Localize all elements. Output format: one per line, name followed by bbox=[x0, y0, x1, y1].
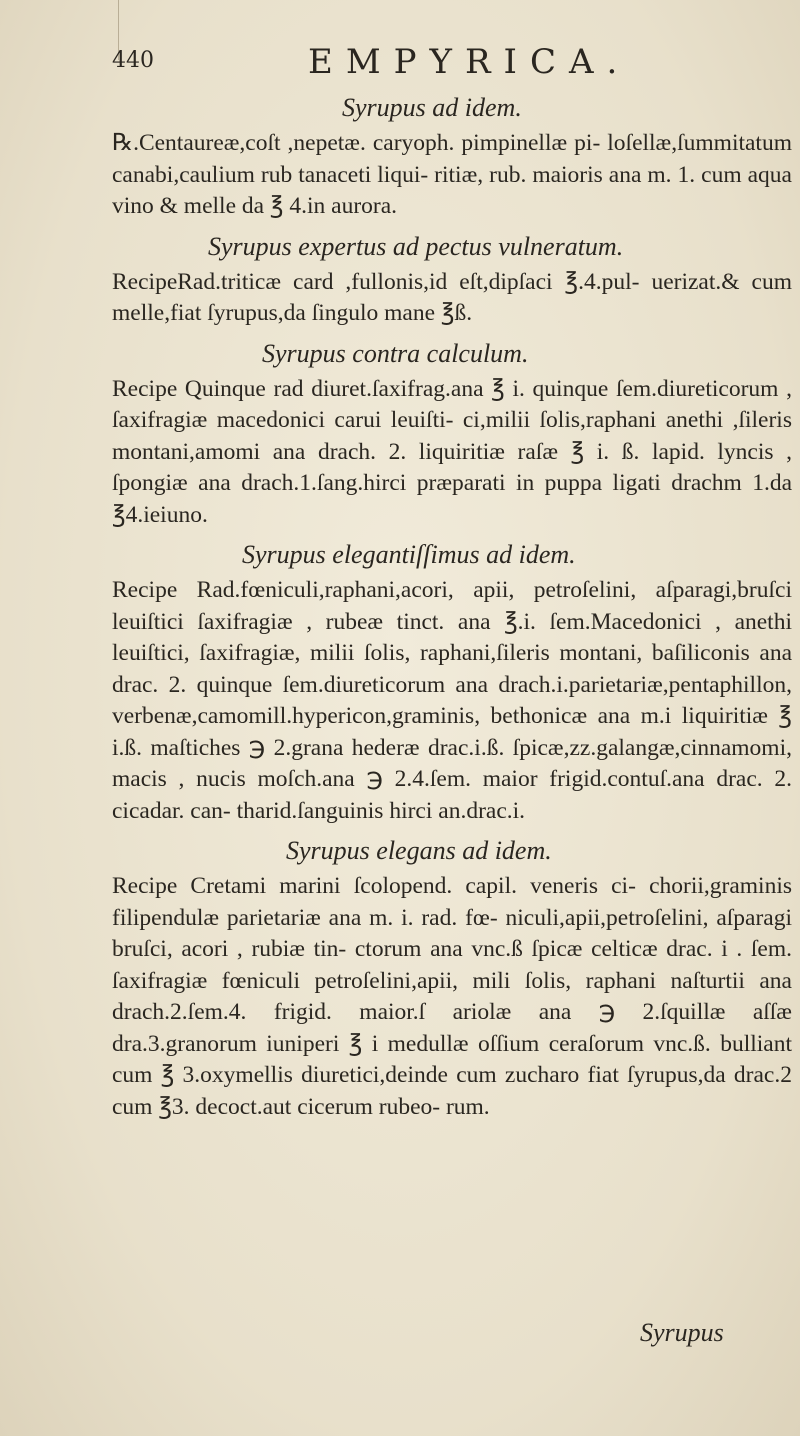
section-text: Recipe Cretami marini ſcolopend. capil. veneris ci- chorii,graminis filipendulæ parietariæ ana m. i. rad. fœ- niculi,apii,petroſelini, aſparagi bruſci, acori , rubiæ tin- ctorum ana vnc.ß ſpicæ celticæ drac. i . ſem. ſaxifragiæ fœniculi petroſelini,apii, mili ſolis, raphani naſturtii ana drach.2.ſem.4. frigid. maior.ſ ariolæ ana ℈ 2.ſquillæ aſſæ dra.3.granorum iuniperi ℥ i medullæ oſſium ceraſorum vnc.ß. bulliant cum ℥ 3.oxymellis diuretici,deinde cum zucharo fiat ſyrupus,da drac.2 cum ℥3. decoct.aut cicerum rubeo- rum. bbox=[112, 873, 792, 1120]
running-title: EMPYRICA. bbox=[308, 42, 631, 82]
page-number: 440 bbox=[112, 48, 154, 73]
section-heading: Syrupus expertus ad pectus vulneratum. bbox=[208, 231, 624, 261]
section-heading: Syrupus elegantiſſimus ad idem. bbox=[242, 540, 576, 569]
section-heading: Syrupus contra calculum. bbox=[262, 338, 529, 368]
page-header bbox=[112, 42, 672, 92]
section-text: Recipe Rad.fœniculi,raphani,acori, apii, petroſelini, aſparagi,bruſci leuiſtici ſaxifragiæ , rubeæ tinct. ana ℥.i. ſem.Macedonici , anethi leuiſtici, ſaxifragiæ, milii ſolis, raphani,ſileris montani, baſiliconis ana drac. 2. quinque ſem.diureticorum ana drach.i.parietariæ,pentaphillon, verbenæ,camomill.hypericon,graminis, bethonicæ ana m.i liquiritiæ ℥ i.ß. maſtiches ℈ 2.grana hederæ drac.i.ß. ſpicæ,zz.galangæ,cinnamomi, macis , nucis moſch.ana ℈ 2.4.ſem. maior frigid.contuſ.ana drac. 2. cicadar. can- tharid.ſanguinis hirci an.drac.i. bbox=[112, 577, 792, 824]
catchword: Syrupus bbox=[640, 1318, 724, 1347]
page-body bbox=[112, 90, 792, 1129]
section-heading: Syrupus ad idem. bbox=[342, 93, 522, 122]
section-text: Recipe Quinque rad diuret.ſaxifrag.ana ℥ i. quinque ſem.diureticorum , ſaxifragiæ macedonici carui leuiſti- ci,milii ſolis,raphani anethi ,ſileris montani,amomi ana drach. 2. liquiritiæ raſæ ℥ i. ß. lapid. lyncis , ſpongiæ ana drach.1.ſang.hirci præparati in puppa ligati drachm 1.da ℥4.ieiuno. bbox=[112, 375, 792, 528]
section-text: ℞.Centaureæ,coſt ,nepetæ. caryoph. pimpinellæ pi- loſellæ,ſummitatum canabi,caulium rub tanaceti liqui- ritiæ, rub. maioris ana m. 1. cum aqua vino & melle da ℥ 4.in aurora. bbox=[112, 130, 792, 219]
section-text: RecipeRad.triticæ card ,fullonis,id eſt,dipſaci ℥.4.pul- uerizat.& cum melle,fiat ſyrupus,da ſingulo mane ℥ß. bbox=[112, 268, 792, 326]
section-heading: Syrupus elegans ad idem. bbox=[286, 836, 552, 865]
